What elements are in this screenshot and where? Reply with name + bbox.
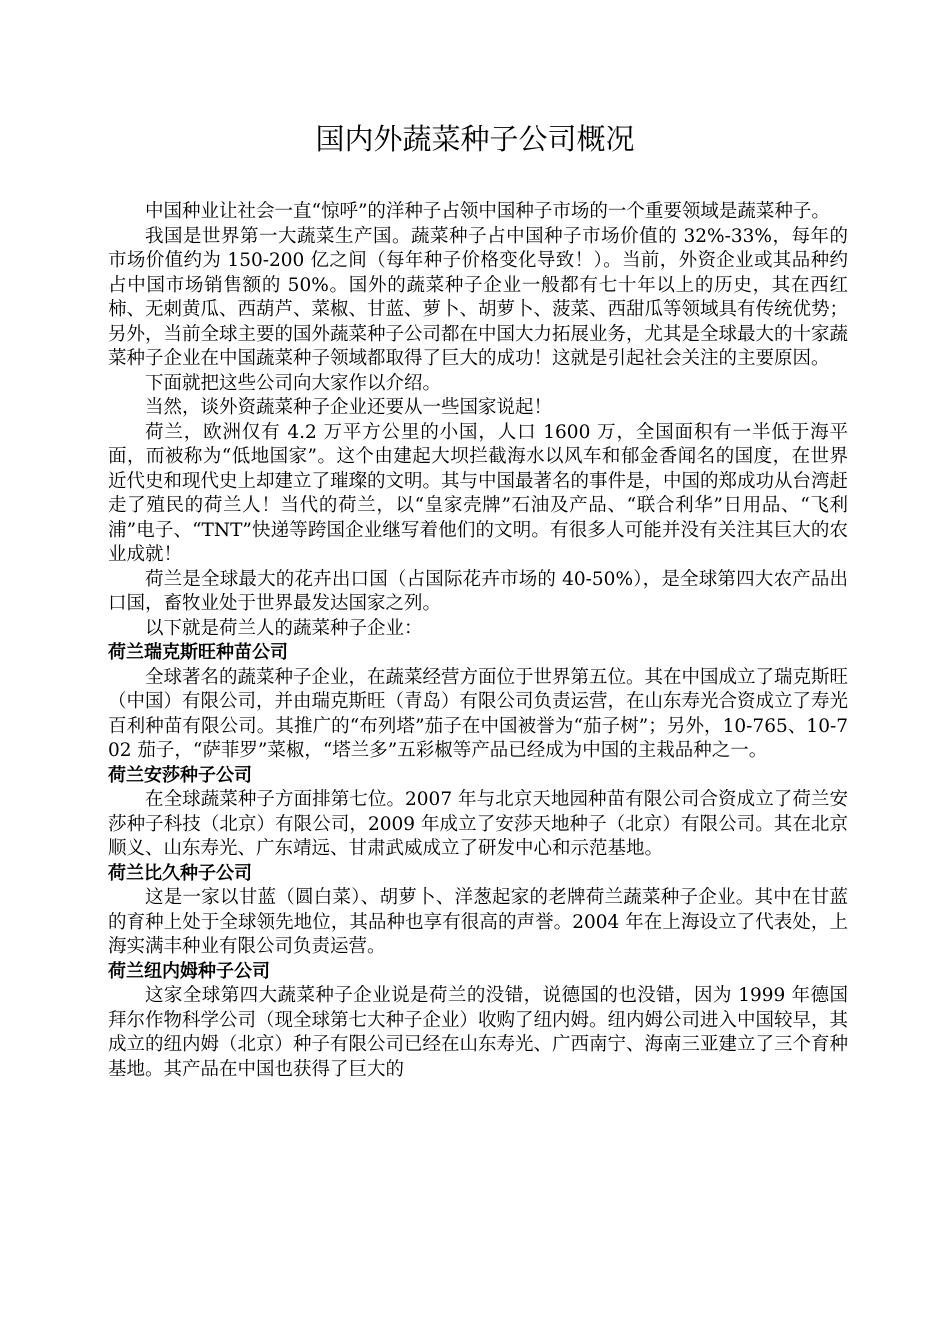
company-heading-bejo: 荷兰比久种子公司 (108, 862, 252, 884)
company-text-enza: 在全球蔬菜种子方面排第七位。2007 年与北京天地园种苗有限公司合资成立了荷兰安莎种子科技（北京）有限公司，2009 年成立了安莎天地种子（北京）有限公司。其在北京顺义、山东寿光、广东靖远、甘肃武威成立了研发中心和示范基地。 (108, 789, 848, 859)
paragraph-intro-2: 我国是世界第一大蔬菜生产国。蔬菜种子占中国种子市场价值的 32%-33%，每年的市场价值约为 150-200 亿之间（每年种子价格变化导致！）。当前，外资企业或其品种约占中国市场销售额的 50%。国外的蔬菜种子企业一般都有七十年以上的历史，其在西红柿、无刺黄瓜、西葫芦、菜椒、甘蓝、萝卜、胡萝卜、菠菜、西甜瓜等领域具有传统优势；另外，当前全球主要的国外蔬菜种子公司都在中国大力拓展业务，尤其是全球最大的十家蔬菜种子企业在中国蔬菜种子领域都取得了巨大的成功！这就是引起社会关注的主要原因。 (108, 225, 849, 369)
company-text-bejo: 这是一家以甘蓝（圆白菜）、胡萝卜、洋葱起家的老牌荷兰蔬菜种子企业。其中在甘蓝的育种上处于全球领先地位，其品种也享有很高的声誉。2004 年在上海设立了代表处，上海实满丰种业有限公司负责运营。 (108, 887, 848, 957)
paragraph-company-intro: 以下就是荷兰人的蔬菜种子企业： (145, 617, 423, 639)
document-body (108, 200, 848, 1082)
page-title: 国内外蔬菜种子公司概况 (315, 122, 635, 156)
paragraph-intro-1: 中国种业让社会一直“惊呼”的洋种子占领中国种子市场的一个重要领域是蔬菜种子。 (145, 201, 830, 222)
paragraph-intro-3: 下面就把这些公司向大家作以介绍。 (145, 372, 442, 394)
company-text-nunhems: 这家全球第四大蔬菜种子企业说是荷兰的没错，说德国的也没错，因为 1999 年德国拜尔作物科学公司（现全球第七大种子企业）收购了纽内姆。纽内姆公司进入中国较早，其成立的纽内姆（北京）种子有限公司已经在山东寿光、广西南宁、海南三亚建立了三个育种基地。其产品在中国也获得了巨大的 (108, 985, 849, 1080)
paragraph-netherlands-exports: 荷兰是全球最大的花卉出口国（占国际花卉市场的 40-50%），是全球第四大农产品出口国，畜牧业处于世界最发达国家之列。 (108, 568, 848, 614)
company-heading-nunhems: 荷兰纽内姆种子公司 (108, 960, 270, 982)
company-heading-rijk-zwaan: 荷兰瑞克斯旺种苗公司 (108, 642, 288, 663)
company-heading-enza: 荷兰安莎种子公司 (108, 764, 252, 786)
paragraph-intro-4: 当然，谈外资蔬菜种子企业还要从一些国家说起！ (145, 397, 553, 418)
paragraph-netherlands: 荷兰，欧洲仅有 4.2 万平方公里的小国，人口 1600 万，全国面积有一半低于海平面，而被称为“低地国家”。这个由建起大坝拦截海水以风车和郁金香闻名的国度，在世界近代史和现代史上却建立了璀璨的文明。其与中国最著名的事件是，中国的郑成功从台湾赶走了殖民的荷兰人！当代的荷兰，以“皇家壳牌”石油及产品、“联合利华”日用品、“飞利浦”电子、“TNT”快递等跨国企业继写着他们的文明。有很多人可能并没有关注其巨大的农业成就！ (108, 421, 849, 565)
company-text-rijk-zwaan: 全球著名的蔬菜种子企业，在蔬菜经营方面位于世界第五位。其在中国成立了瑞克斯旺（中国）有限公司，并由瑞克斯旺（青岛）有限公司负责运营，在山东寿光合资成立了寿光百利种苗有限公司。其推广的“布列塔”茄子在中国被誉为“茄子树”；另外，10-765、10-702 茄子，“萨菲罗”菜椒，“塔兰多”五彩椒等产品已经成为中国的主栽品种之一。 (108, 666, 849, 761)
